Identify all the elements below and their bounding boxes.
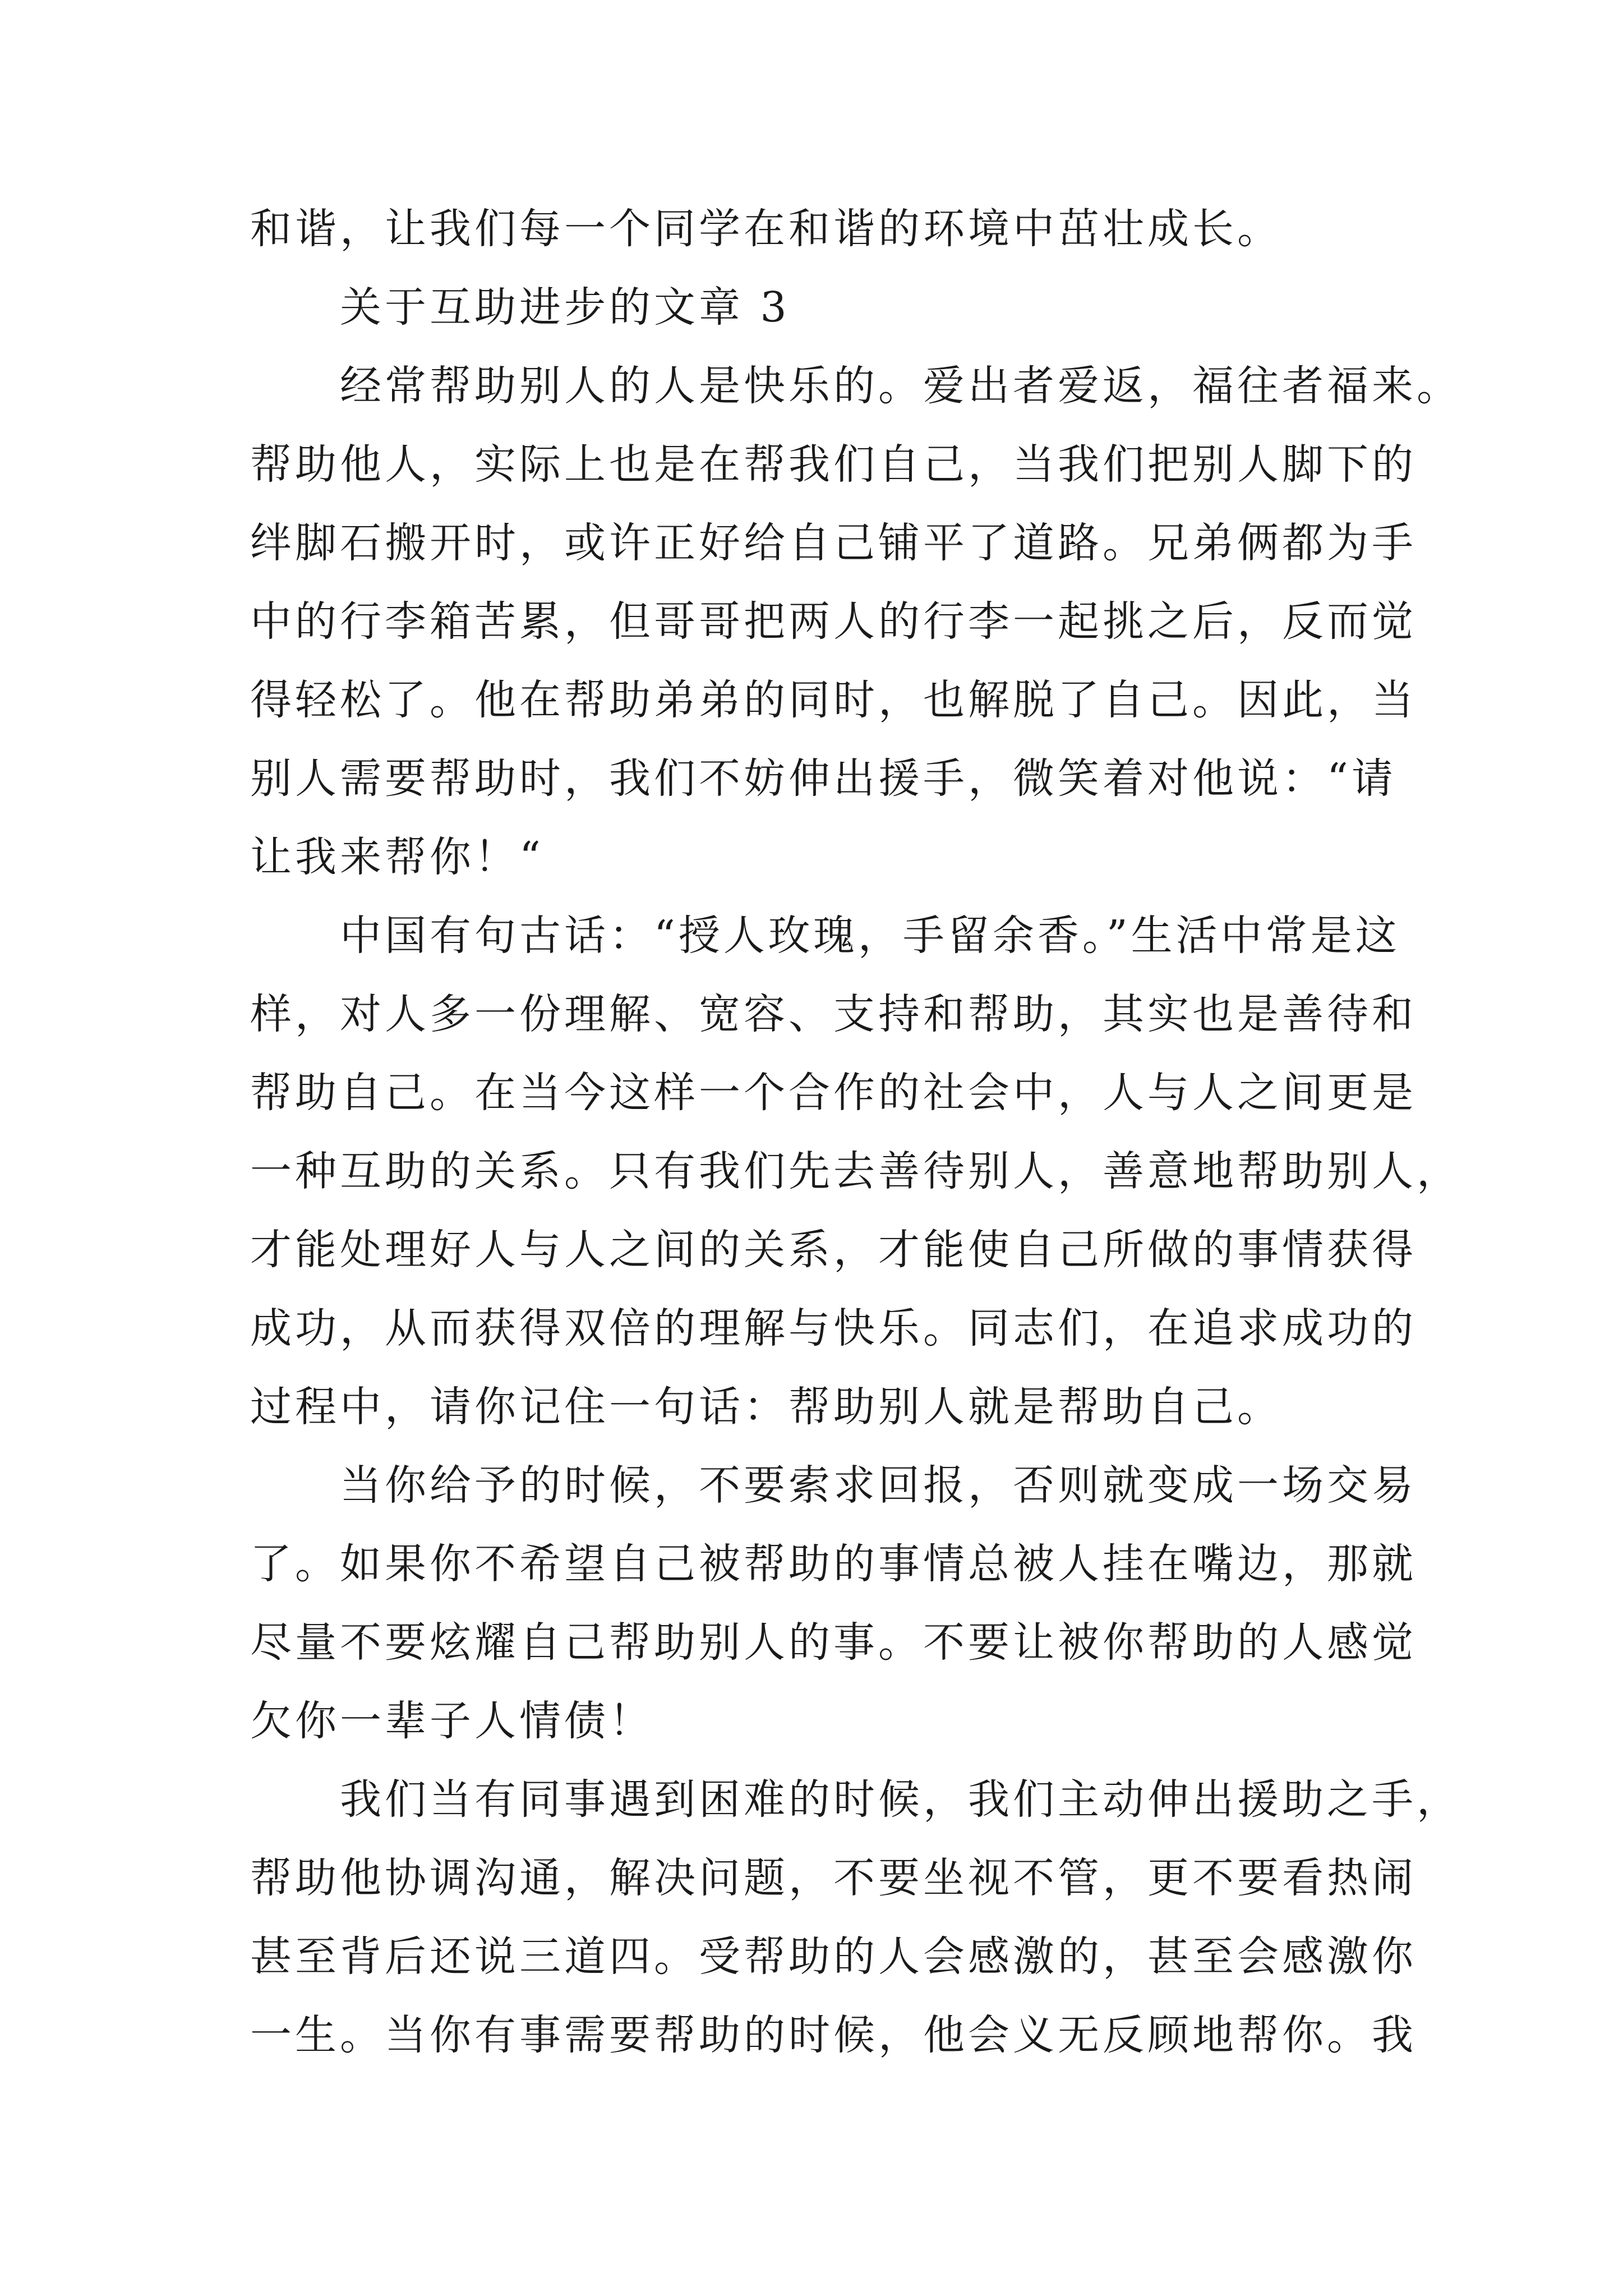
text-line: 让我来帮你！“ xyxy=(250,833,544,881)
text-line: 经常帮助别人的人是快乐的。爱出者爱返，福往者福来。 xyxy=(340,362,1461,410)
text-line: 帮助他协调沟通，解决问题，不要坐视不管，更不要看热闹 xyxy=(250,1854,1417,1902)
text-line: 欠你一辈子人情债！ xyxy=(250,1697,654,1745)
body-text xyxy=(250,190,1461,2074)
text-line: 了。如果你不希望自己被帮助的事情总被人挂在嘴边，那就 xyxy=(250,1540,1417,1588)
text-line: 中的行李箱苦累，但哥哥把两人的行李一起挑之后，反而觉 xyxy=(250,597,1417,646)
text-line: 一生。当你有事需要帮助的时候，他会义无反顾地帮你。我 xyxy=(250,2011,1417,2059)
text-line: 帮助他人，实际上也是在帮我们自己，当我们把别人脚下的 xyxy=(250,440,1417,489)
text-line: 和谐，让我们每一个同学在和谐的环境中茁壮成长。 xyxy=(250,205,1282,253)
text-line: 我们当有同事遇到困难的时候，我们主动伸出援助之手， xyxy=(340,1775,1461,1824)
text-line: 尽量不要炫耀自己帮助别人的事。不要让被你帮助的人感觉 xyxy=(250,1618,1417,1667)
text-line: 过程中，请你记住一句话：帮助别人就是帮助自己。 xyxy=(250,1383,1282,1431)
text-line: 得轻松了。他在帮助弟弟的同时，也解脱了自己。因此，当 xyxy=(250,676,1417,724)
text-line: 帮助自己。在当今这样一个合作的社会中，人与人之间更是 xyxy=(250,1069,1417,1117)
text-line: 样，对人多一份理解、宽容、支持和帮助，其实也是善待和 xyxy=(250,990,1417,1038)
text-line: 中国有句古话：“授人玫瑰，手留余香。”生活中常是这 xyxy=(340,912,1400,960)
text-line: 别人需要帮助时，我们不妨伸出援手，微笑着对他说：“请 xyxy=(250,754,1396,803)
text-line: 才能处理好人与人之间的关系，才能使自己所做的事情获得 xyxy=(250,1226,1417,1274)
text-line: 甚至背后还说三道四。受帮助的人会感激的，甚至会感激你 xyxy=(250,1932,1417,1981)
text-line: 绊脚石搬开时，或许正好给自己铺平了道路。兄弟俩都为手 xyxy=(250,519,1417,567)
text-line: 一种互助的关系。只有我们先去善待别人，善意地帮助别人， xyxy=(250,1147,1461,1195)
text-line: 当你给予的时候，不要索求回报，否则就变成一场交易 xyxy=(340,1461,1417,1510)
text-line: 成功，从而获得双倍的理解与快乐。同志们，在追求成功的 xyxy=(250,1304,1417,1352)
text-line: 关于互助进步的文章 3 xyxy=(340,283,790,332)
